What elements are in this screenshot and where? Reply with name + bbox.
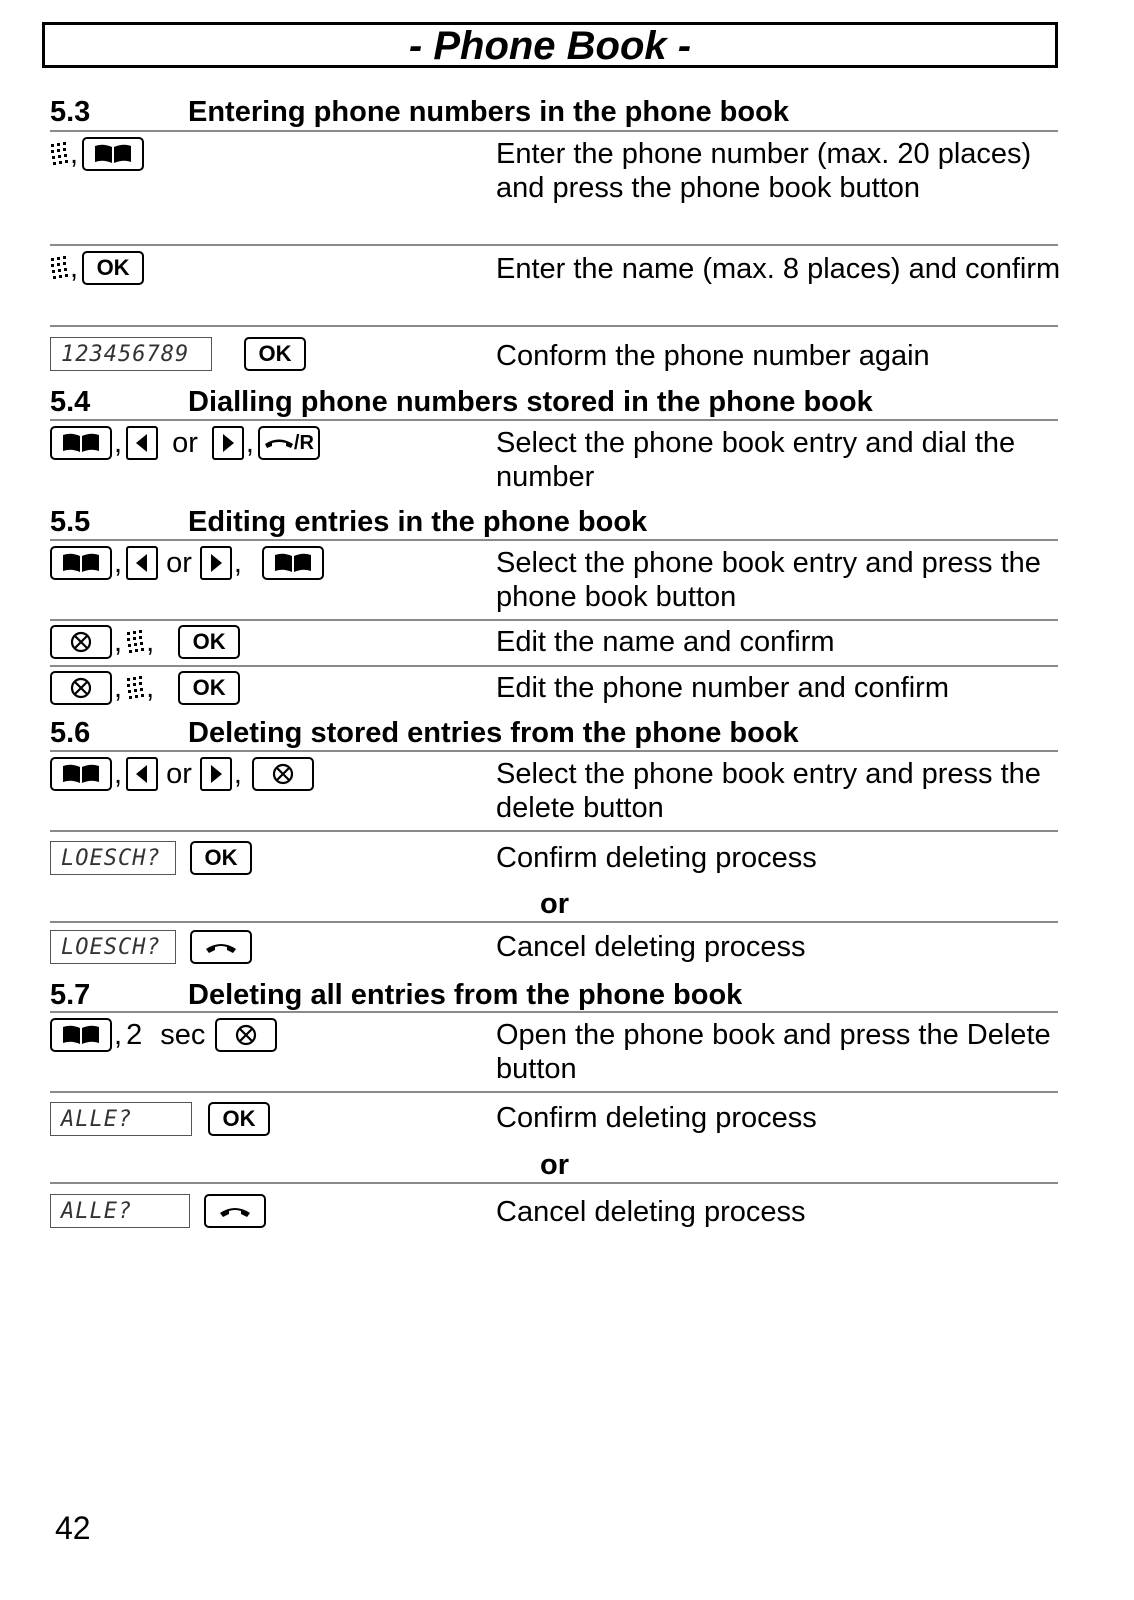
comma: , xyxy=(114,625,123,658)
arrow-left-icon xyxy=(132,762,152,786)
hangup-icon xyxy=(217,1201,253,1221)
lcd-display: ALLE? xyxy=(50,1194,190,1228)
lcd-display: 123456789 xyxy=(50,337,212,371)
divider xyxy=(50,1091,1058,1093)
comma: , xyxy=(146,671,155,704)
instruction-text: Select the phone book entry and press the delete button xyxy=(496,758,1041,824)
section-number: 5.4 xyxy=(50,386,91,418)
right-arrow-button xyxy=(200,757,232,791)
key-sequence xyxy=(50,334,306,374)
divider xyxy=(50,1011,1058,1013)
page-title: - Phone Book - xyxy=(408,24,692,68)
lcd-display: ALLE? xyxy=(50,1102,192,1136)
divider xyxy=(50,419,1058,421)
phonebook-icon xyxy=(61,552,101,574)
comma: , xyxy=(245,426,254,459)
comma: , xyxy=(114,546,123,579)
duration-value: 2 xyxy=(126,1018,143,1051)
key-sequence xyxy=(50,543,324,583)
keypad-icon xyxy=(126,630,144,654)
instruction-text: Edit the phone number and confirm xyxy=(496,672,949,704)
delete-icon xyxy=(69,630,93,654)
ok-button: OK xyxy=(178,671,240,705)
phonebook-icon xyxy=(61,432,101,454)
divider xyxy=(50,665,1058,667)
instruction-text: Conform the phone number again xyxy=(496,340,930,372)
comma: , xyxy=(233,546,242,579)
ok-button: OK xyxy=(82,251,144,285)
delete-icon xyxy=(69,676,93,700)
delete-button xyxy=(50,671,112,705)
delete-button xyxy=(215,1018,277,1052)
or-text: or xyxy=(166,546,192,579)
hangup-button xyxy=(204,1194,266,1228)
phonebook-button xyxy=(50,546,112,580)
phonebook-icon xyxy=(61,1024,101,1046)
left-arrow-button xyxy=(126,757,158,791)
instruction-text: Edit the name and confirm xyxy=(496,626,835,658)
comma: , xyxy=(114,671,123,704)
divider xyxy=(50,619,1058,621)
duration-unit: sec xyxy=(160,1018,206,1051)
or-text: or xyxy=(166,757,192,790)
phonebook-icon xyxy=(61,763,101,785)
lcd-display: LOESCH? xyxy=(50,841,176,875)
comma: , xyxy=(70,251,79,284)
or-text: or xyxy=(172,426,198,459)
hangup-button xyxy=(190,930,252,964)
lcd-display: LOESCH? xyxy=(50,930,176,964)
comma: , xyxy=(114,426,123,459)
ok-button: OK xyxy=(190,841,252,875)
call-r-icon xyxy=(264,435,294,451)
delete-icon xyxy=(234,1023,258,1047)
instruction-text: Open the phone book and press the Delete button xyxy=(496,1019,1051,1085)
instruction-text: Confirm deleting process xyxy=(496,1102,817,1134)
phonebook-button xyxy=(50,757,112,791)
delete-icon xyxy=(271,762,295,786)
keypad-icon xyxy=(50,256,68,280)
section-number: 5.3 xyxy=(50,96,91,128)
comma: , xyxy=(233,757,242,790)
instruction-text: Select the phone book entry and dial the number xyxy=(496,427,1016,493)
divider xyxy=(50,539,1058,541)
right-arrow-button xyxy=(200,546,232,580)
key-sequence xyxy=(50,838,252,878)
hangup-icon xyxy=(203,937,239,957)
section-title: Dialling phone numbers stored in the phone book xyxy=(188,386,873,418)
call-r-button xyxy=(258,426,320,460)
key-sequence xyxy=(50,1015,277,1055)
key-sequence xyxy=(50,1099,270,1139)
section-title: Deleting all entries from the phone book xyxy=(188,979,743,1011)
divider xyxy=(50,1182,1058,1184)
arrow-right-icon xyxy=(206,762,226,786)
call-r-label: /R xyxy=(293,431,314,454)
or-separator: or xyxy=(540,1149,569,1181)
page-number: 42 xyxy=(55,1510,91,1546)
section-title: Deleting stored entries from the phone book xyxy=(188,717,799,749)
comma: , xyxy=(114,1018,123,1051)
divider xyxy=(50,750,1058,752)
divider xyxy=(50,325,1058,327)
phonebook-icon xyxy=(273,552,313,574)
phonebook-button xyxy=(82,137,144,171)
delete-button xyxy=(252,757,314,791)
key-sequence xyxy=(50,423,320,463)
section-number: 5.5 xyxy=(50,506,91,538)
key-sequence xyxy=(50,134,144,174)
section-number: 5.7 xyxy=(50,979,91,1011)
key-sequence xyxy=(50,754,314,794)
or-separator: or xyxy=(540,888,569,920)
keypad-icon xyxy=(50,142,68,166)
comma: , xyxy=(70,137,79,170)
ok-button: OK xyxy=(244,337,306,371)
ok-button: OK xyxy=(178,625,240,659)
phonebook-button xyxy=(50,1018,112,1052)
left-arrow-button xyxy=(126,426,158,460)
arrow-right-icon xyxy=(206,551,226,575)
phonebook-icon xyxy=(93,143,133,165)
key-sequence xyxy=(50,1191,266,1231)
page-header xyxy=(42,22,1058,68)
key-sequence xyxy=(50,927,252,967)
key-sequence xyxy=(50,248,144,288)
phonebook-button xyxy=(50,426,112,460)
instruction-text: Confirm deleting process xyxy=(496,842,817,874)
ok-button: OK xyxy=(208,1102,270,1136)
instruction-text: Cancel deleting process xyxy=(496,931,806,963)
section-number: 5.6 xyxy=(50,717,91,749)
keypad-icon xyxy=(126,676,144,700)
instruction-text: Cancel deleting process xyxy=(496,1196,806,1228)
section-title: Editing entries in the phone book xyxy=(188,506,648,538)
section-title: Entering phone numbers in the phone book xyxy=(188,96,789,128)
divider xyxy=(50,921,1058,923)
arrow-left-icon xyxy=(132,551,152,575)
arrow-left-icon xyxy=(132,431,152,455)
divider xyxy=(50,244,1058,246)
arrow-right-icon xyxy=(218,431,238,455)
comma: , xyxy=(114,757,123,790)
key-sequence xyxy=(50,622,240,662)
divider xyxy=(50,830,1058,832)
right-arrow-button xyxy=(212,426,244,460)
key-sequence xyxy=(50,668,240,708)
instruction-text: Enter the name (max. 8 places) and confirm xyxy=(496,253,1061,285)
instruction-text: Select the phone book entry and press the phone book button xyxy=(496,547,1041,613)
phonebook-button xyxy=(262,546,324,580)
divider xyxy=(50,130,1058,132)
instruction-text: Enter the phone number (max. 20 places) and press the phone book button xyxy=(496,138,1032,204)
left-arrow-button xyxy=(126,546,158,580)
comma: , xyxy=(146,625,155,658)
delete-button xyxy=(50,625,112,659)
